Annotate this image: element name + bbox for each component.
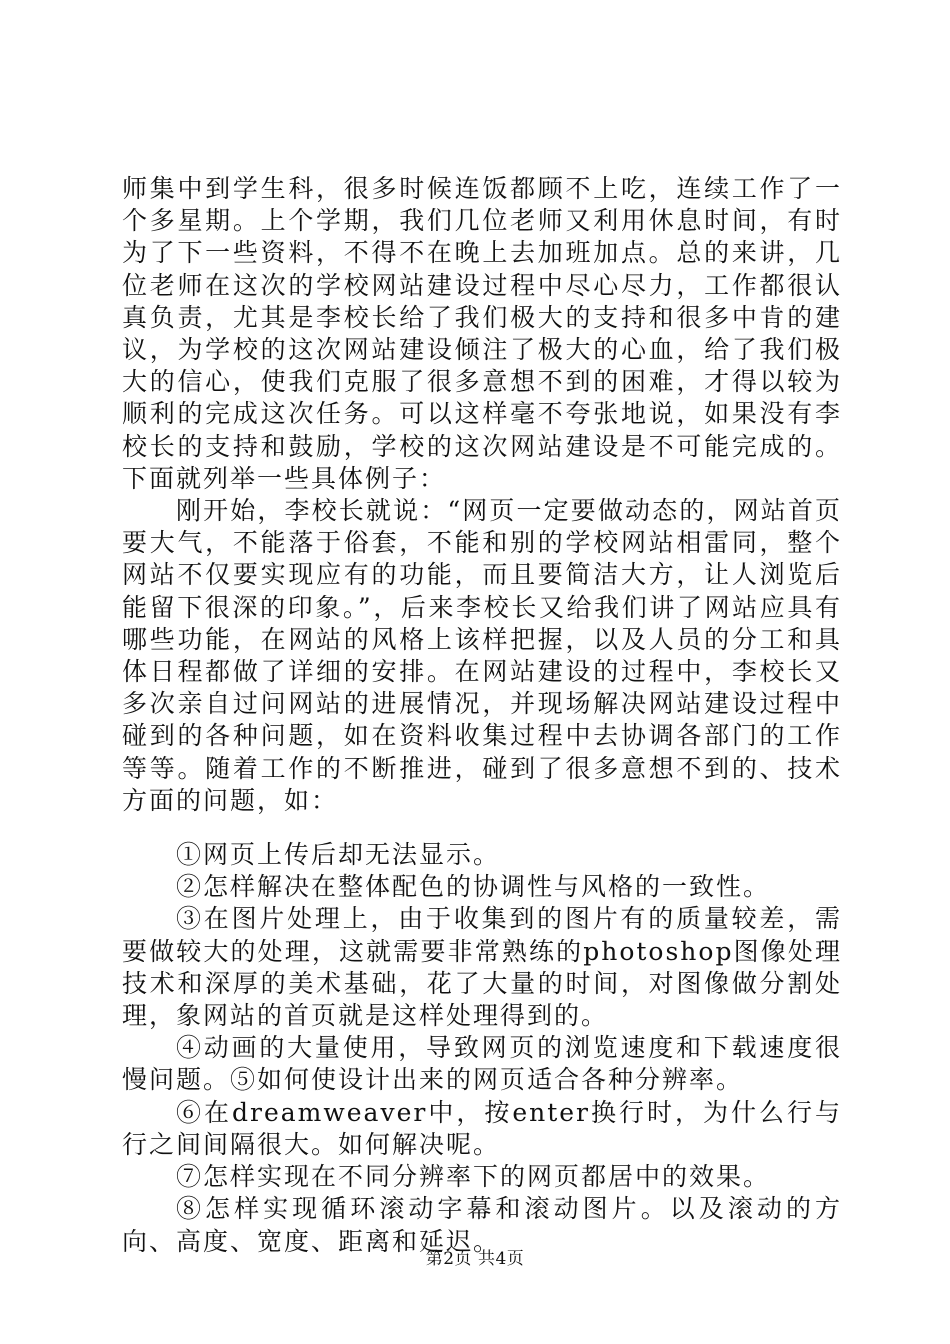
- list-item: ⑧怎样实现循环滚动字幕和滚动图片。以及滚动的方向、高度、宽度、距离和延迟。: [122, 1194, 842, 1256]
- list-item: ③在图片处理上，由于收集到的图片有的质量较差，需要做较大的处理，这就需要非常熟练的photoshop图像处理技术和深厚的美术基础，花了大量的时间，对图像做分割处理，象网站的首页就是这样处理得到的。: [122, 904, 842, 1031]
- problem-list: [122, 839, 842, 1258]
- document-body: [122, 173, 842, 1258]
- list-item: ④动画的大量使用，导致网页的浏览速度和下载速度很慢问题。⑤如何使设计出来的网页适合各种分辨率。: [122, 1033, 842, 1095]
- list-item: ①网页上传后却无法显示。: [176, 840, 501, 870]
- list-item: ⑦怎样实现在不同分辨率下的网页都居中的效果。: [176, 1162, 771, 1192]
- paragraph-1: 师集中到学生科，很多时候连饭都顾不上吃，连续工作了一个多星期。上个学期，我们几位老师又利用休息时间，有时为了下一些资料，不得不在晚上去加班加点。总的来讲，几位老师在这次的学校网站建设过程中尽心尽力，工作都很认真负责，尤其是李校长给了我们极大的支持和很多中肯的建议，为学校的这次网站建设倾注了极大的心血，给了我们极大的信心，使我们克服了很多意想不到的困难，才得以较为顺利的完成这次任务。可以这样毫不夸张地说，如果没有李校长的支持和鼓励，学校的这次网站建设是不可能完成的。下面就列举一些具体例子：: [122, 174, 842, 493]
- paragraph-2: 刚开始，李校长就说：“网页一定要做动态的，网站首页要大气，不能落于俗套，不能和别的学校网站相雷同，整个网站不仅要实现应有的功能，而且要简洁大方，让人浏览后能留下很深的印象。”，后来李校长又给我们讲了网站应具有哪些功能，在网站的风格上该样把握，以及人员的分工和具体日程都做了详细的安排。在网站建设的过程中，李校长又多次亲自过问网站的进展情况，并现场解决网站建设过程中碰到的各种问题，如在资料收集过程中去协调各部门的工作等等。随着工作的不断推进，碰到了很多意想不到的、技术方面的问题，如：: [122, 496, 842, 815]
- list-item: ②怎样解决在整体配色的协调性与风格的一致性。: [176, 872, 771, 902]
- list-item: ⑥在dreamweaver中，按enter换行时，为什么行与行之间间隔很大。如何解决呢。: [122, 1097, 842, 1159]
- page-footer: 第2页 共4页: [425, 1249, 525, 1269]
